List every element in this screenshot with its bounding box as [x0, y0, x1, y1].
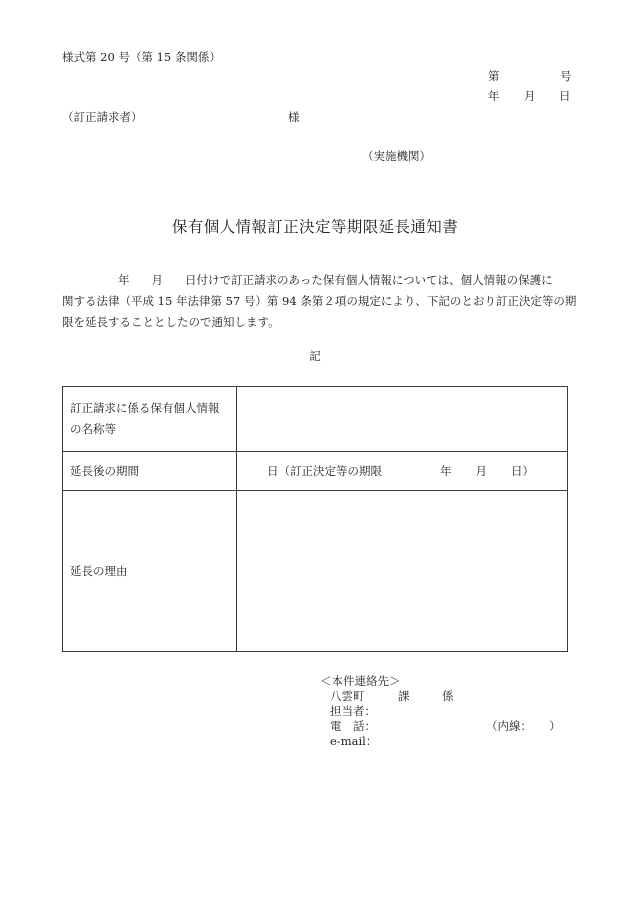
ki-heading: 記 — [309, 349, 321, 363]
document-number-suffix: 号 — [560, 69, 572, 83]
table-row-info-name — [63, 387, 568, 452]
requester-honorific: 様 — [288, 110, 300, 124]
extension-reason-label: 延長の理由 — [63, 491, 237, 652]
info-name-label-line-1: 訂正請求に係る保有個人情報 — [70, 401, 220, 415]
table-row-extension-reason — [63, 491, 568, 652]
body-line-2: 関する法律（平成 15 年法律第 57 号）第 94 条第２項の規定により、下記のとおり訂正決定等の期 — [62, 294, 577, 308]
body-line-1-text: 日付けで訂正請求のあった保有個人情報については、個人情報の保護に — [185, 273, 553, 287]
detail-table — [62, 386, 568, 652]
contact-heading: ＜本件連絡先＞ — [320, 674, 401, 688]
body-year: 年 — [118, 273, 130, 287]
contact-unit: 係 — [442, 689, 454, 703]
extension-reason-value[interactable] — [237, 491, 568, 652]
info-name-label — [63, 387, 237, 452]
extension-period-day-close: 日） — [511, 464, 534, 478]
contact-town: 八雲町 — [330, 689, 365, 703]
extension-period-month: 月 — [475, 464, 487, 478]
body-line-1 — [62, 270, 582, 291]
contact-section: 課 — [398, 689, 410, 703]
notice-body — [62, 270, 582, 333]
contact-email-label: e-mail： — [330, 734, 378, 748]
form-number: 様式第 20 号（第 15 条関係） — [62, 50, 221, 64]
extension-period-day: 日（訂正決定等の期限 — [267, 464, 382, 478]
contact-extension: （内線： ） — [486, 719, 561, 733]
table-row-extension-period — [63, 452, 568, 491]
agency-label: （実施機関） — [362, 149, 431, 163]
document-title: 保有個人情報訂正決定等期限延長通知書 — [171, 218, 459, 236]
document-number-prefix: 第 — [488, 69, 500, 83]
info-name-value[interactable] — [237, 387, 568, 452]
extension-period-year: 年 — [440, 464, 452, 478]
date-day-label: 日 — [559, 89, 571, 103]
date-year-label: 年 — [488, 89, 500, 103]
body-line-3: 限を延長することとしたので通知します。 — [62, 315, 280, 329]
body-month: 月 — [151, 273, 163, 287]
requester-label: （訂正請求者） — [62, 110, 143, 124]
contact-person-label: 担当者： — [330, 704, 376, 718]
extension-period-label: 延長後の期間 — [63, 452, 237, 491]
date-month-label: 月 — [524, 89, 536, 103]
info-name-label-line-2: の名称等 — [70, 422, 116, 436]
contact-phone-label: 電 話： — [330, 719, 376, 733]
extension-period-value[interactable] — [237, 452, 568, 491]
